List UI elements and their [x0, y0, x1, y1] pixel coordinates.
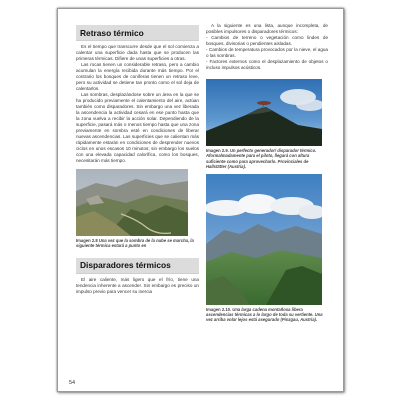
section-body-disparadores [76, 277, 199, 295]
caption-label: Imagen 2.10. [206, 306, 232, 312]
section-body-retraso [76, 44, 199, 164]
image-2-9-peak-photo [206, 79, 322, 146]
mountain-chain-graphic [206, 174, 322, 305]
caption-text: Un perfecto generador/ disparador térmico. Aformalmadamente para el piloto, llegará con altura suficiente como para aprovecharlo. Provinciales de Hallstätter (Austria). [206, 148, 317, 170]
book-page [57, 8, 344, 392]
image-2-9-caption [206, 148, 328, 170]
image-2-10-caption [206, 307, 328, 323]
right-column [206, 23, 328, 323]
caption-text: Una larga cadena montañosa libera ascendencias térmicas a lo largo de toda su vertiente. Una vez arriba volar lejos está asegurado (Pinzgau, Austria). [206, 306, 323, 323]
section-title-retraso-termico [76, 25, 199, 41]
caption-text: Una vez que la sombra de la nube se marcha, la siguiente térmica estará a punto en [76, 238, 194, 249]
paragraph: A la siguiente es una lista, aunque incompleta, de posibles impulsores o disparadores térmicos: [206, 23, 328, 34]
image-2-8-caption [76, 238, 199, 249]
trigger-list [206, 35, 328, 71]
paragraph: Las sombras, desplazándose sobre un área en la que se ha producido previamente el calentamiento del aire, actúan también como disparadores. Sin embargo una vez liberada la ascendencia la actividad cesará en ese punto hasta que la zona vuelva a recibir la acción solar. Dependiendo de la superficie, pasará más o menos tiempo hasta que una zona previamente en sombra esté en condiciones de liberar nuevas ascendencias. Las superficies que se calientan más rápidamente estarán en condiciones de desprender nuevos ciclos en unos escasos 10 minutos; sin embargo los suelos con una elevada capacidad calorífica, como los bosques, necesitarán más tiempo. [76, 92, 199, 163]
paragraph: Las rocas tienen un considerable retraso, pero a cambio acumulan la energía recibida durante más tiempo. Por el contrario los bosques de coníferas tienen un retraso leve, pero su actividad se detiene tan pronto como el sol deja de calentarlos. [76, 62, 199, 91]
section-title-text: Disparadores térmicos [80, 260, 171, 271]
caption-label: Imagen 2.9. [206, 148, 229, 153]
section-title-disparadores [76, 258, 199, 274]
image-2-10-mountain-chain-photo [206, 174, 322, 305]
section-title-text: Retraso térmico [80, 27, 144, 38]
left-column [76, 25, 199, 295]
image-2-8-valley-photo [76, 169, 188, 236]
paragraph: El aire caliente, más ligero que el frío, tiene una tendencia inherente a ascender. Sin embargo es preciso un impulso previo para vencer su inercia [76, 276, 199, 294]
list-item: - Factores externos como el desplazamiento de objetos o incluso impulsos acústicos. [206, 59, 328, 70]
peak-photo-graphic [206, 79, 322, 146]
list-item: - Cambios de terreno o vegetación como lindes de bosques, divisorias o pendientes aisladas. [206, 35, 328, 46]
caption-label: Imagen 2.8 [76, 238, 98, 243]
page-number: 54 [69, 380, 76, 386]
paragraph: Es el tiempo que transcurre desde que el sol comienza a calentar una superficie dada hasta que se producen las primeras térmicas. Difiere de unas superficies a otras. [76, 44, 199, 61]
valley-photo-graphic [76, 169, 188, 236]
list-item: - Cambios de temperatura provocados por la nieve, el agua o las sombras. [206, 47, 328, 58]
trigger-list-block [206, 23, 328, 71]
